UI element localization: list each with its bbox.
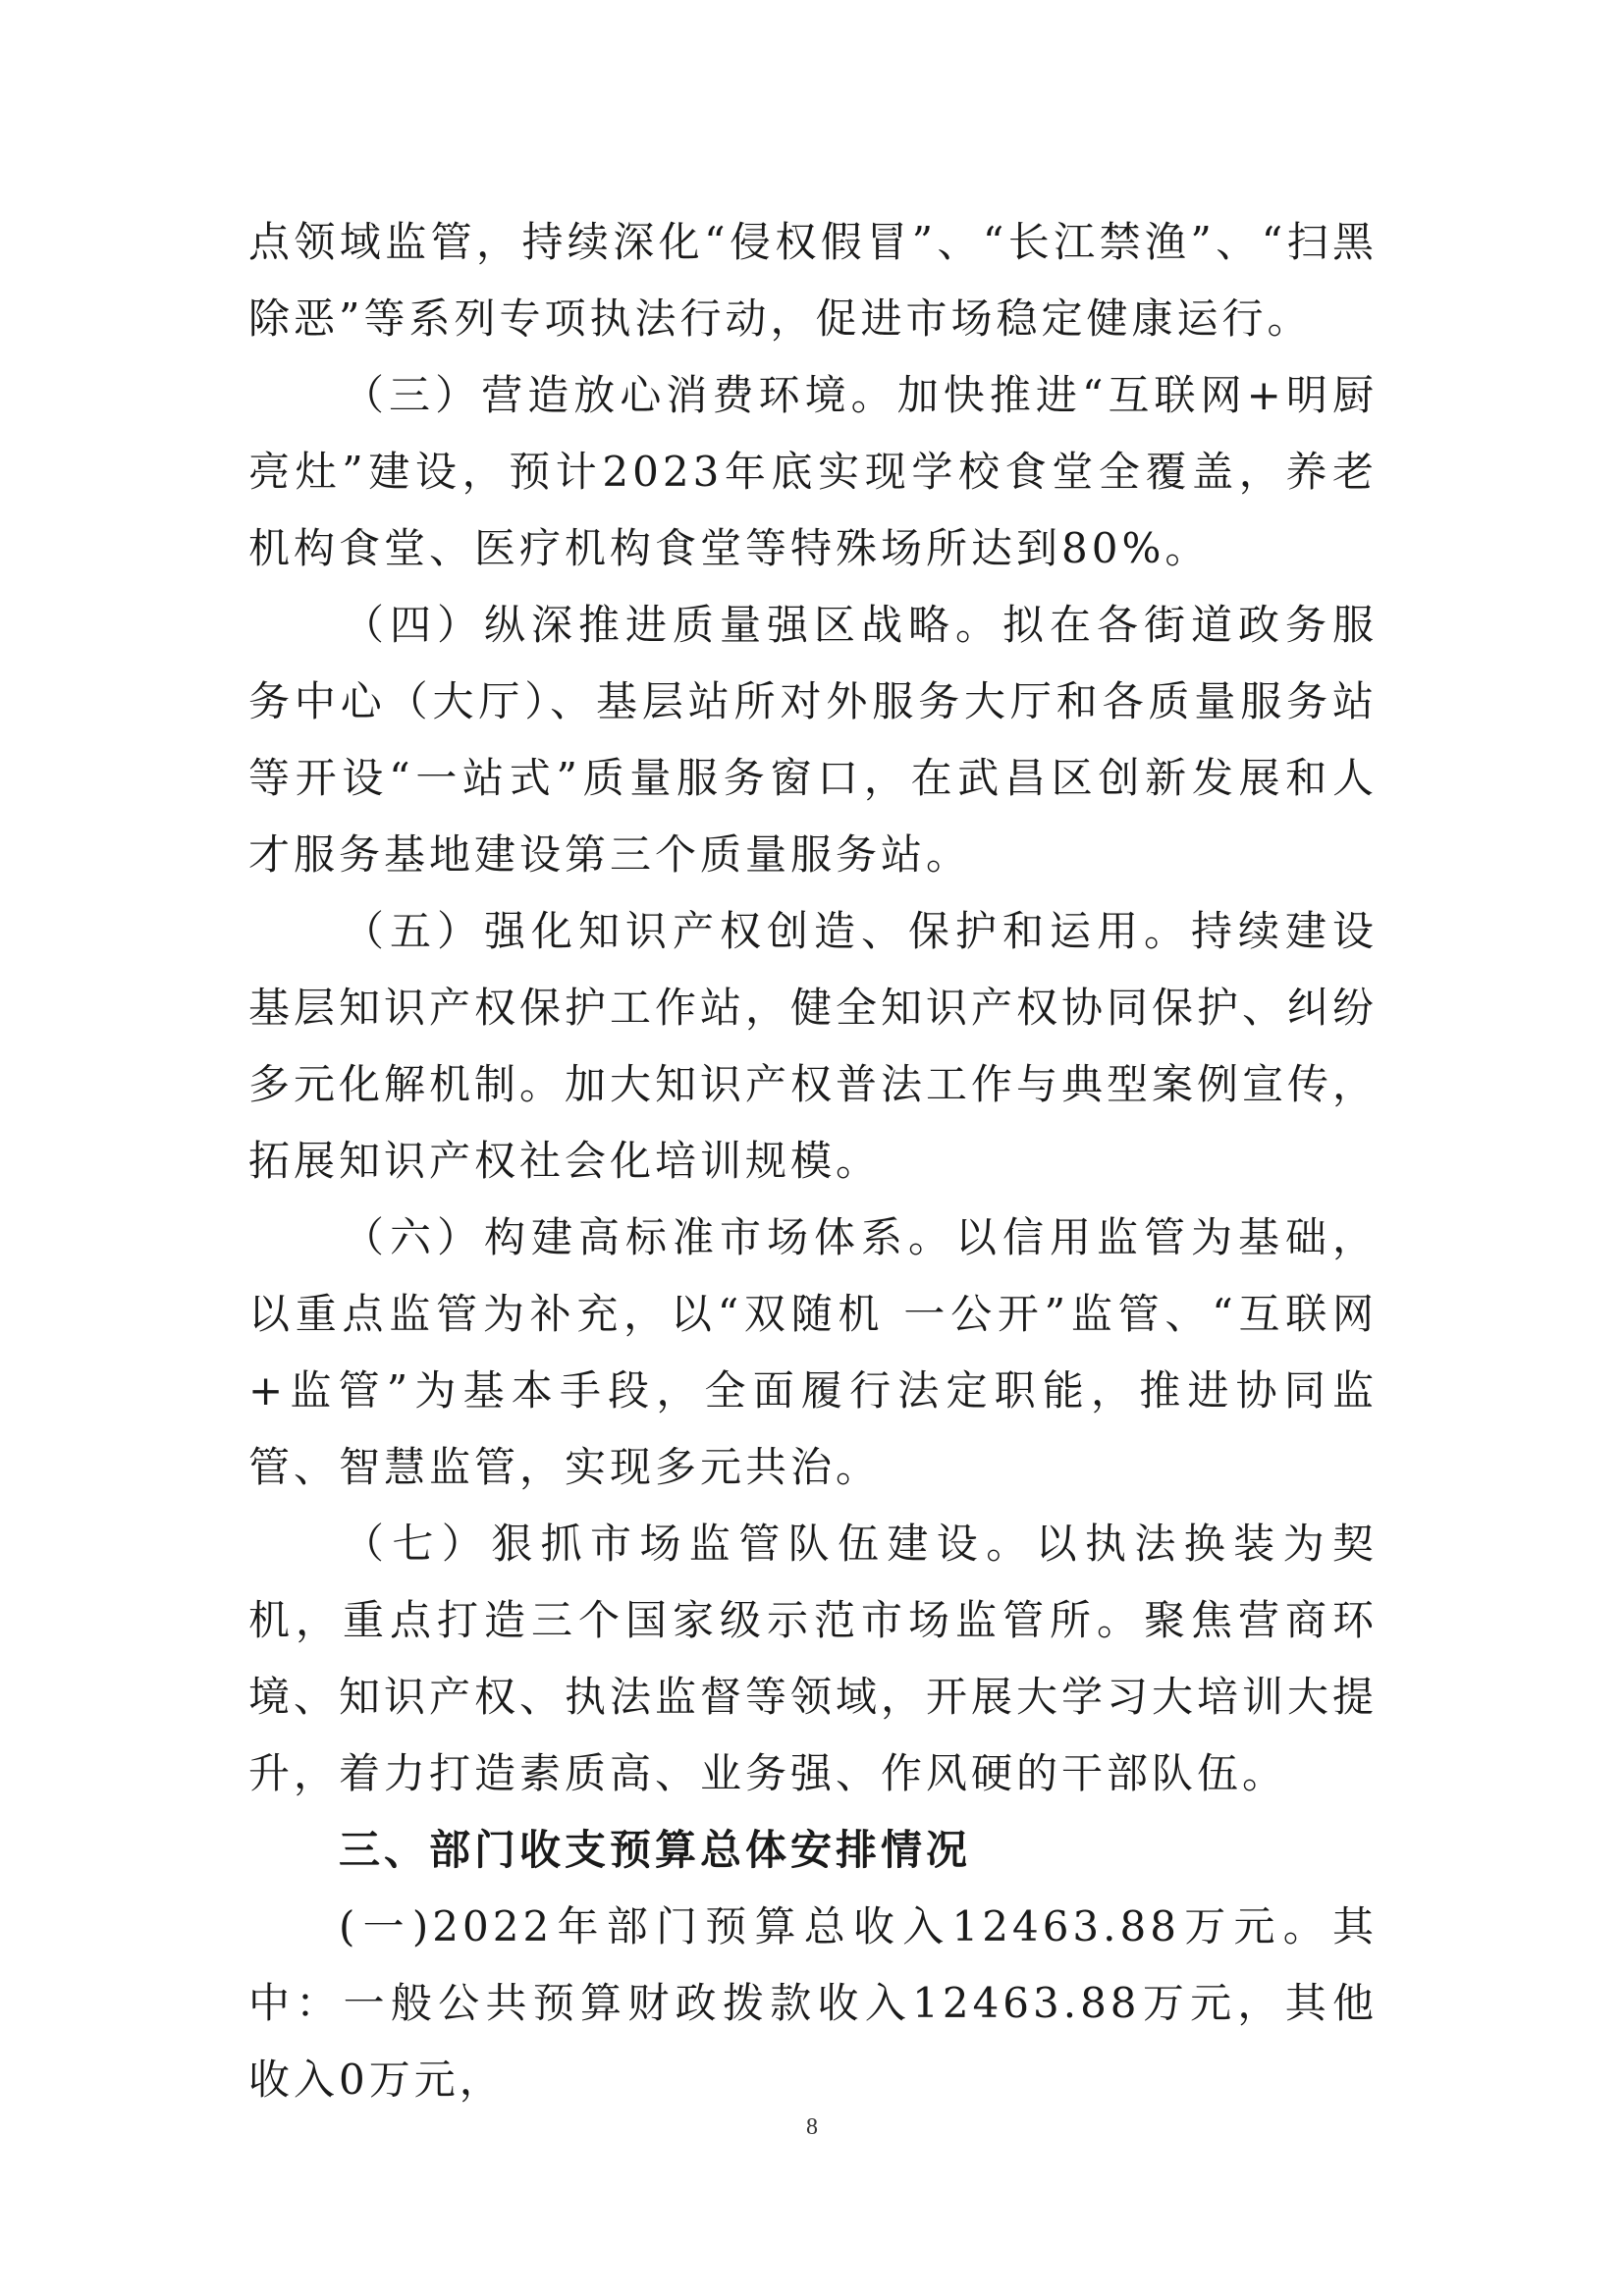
paragraph-market-system: （六）构建高标准市场体系。以信用监管为基础，以重点监管为补充，以“双随机 一公开”监管、“互联网+监管”为基本手段，全面履行法定职能，推进协同监管、智慧监管，实现多元共治。 <box>248 1213 1378 1491</box>
paragraph-quality-strategy: （四）纵深推进质量强区战略。拟在各街道政务服务中心（大厅）、基层站所对外服务大厅和各质量服务站等开设“一站式”质量服务窗口，在武昌区创新发展和人才服务基地建设第三个质量服务站。 <box>248 601 1378 879</box>
paragraph-budget-income: (一)2022年部门预算总收入12463.88万元。其中：一般公共预算财政拨款收入12463.88万元，其他收入0万元， <box>248 1902 1378 2104</box>
paragraph-intellectual-property: （五）强化知识产权创造、保护和运用。持续建设基层知识产权保护工作站，健全知识产权协同保护、纠纷多元化解机制。加大知识产权普法工作与典型案例宣传，拓展知识产权社会化培训规模。 <box>248 907 1379 1185</box>
section-heading: 三、部门收支预算总体安排情况 <box>339 1826 972 1874</box>
body-text <box>248 204 1378 2118</box>
paragraph-continuation: 点领域监管，持续深化“侵权假冒”、“长江禁渔”、“扫黑除恶”等系列专项执法行动，促进市场稳定健康运行。 <box>248 218 1378 343</box>
paragraph-consumer-environment: （三）营造放心消费环境。加快推进“互联网+明厨亮灶”建设，预计2023年底实现学校食堂全覆盖，养老机构食堂、医疗机构食堂等特殊场所达到80%。 <box>248 371 1378 572</box>
paragraph-team-building: （七）狠抓市场监管队伍建设。以执法换装为契机，重点打造三个国家级示范市场监管所。聚焦营商环境、知识产权、执法监督等领域，开展大学习大培训大提升，着力打造素质高、业务强、作风硬的干部队伍。 <box>248 1520 1379 1797</box>
page-number: 8 <box>806 2114 818 2140</box>
